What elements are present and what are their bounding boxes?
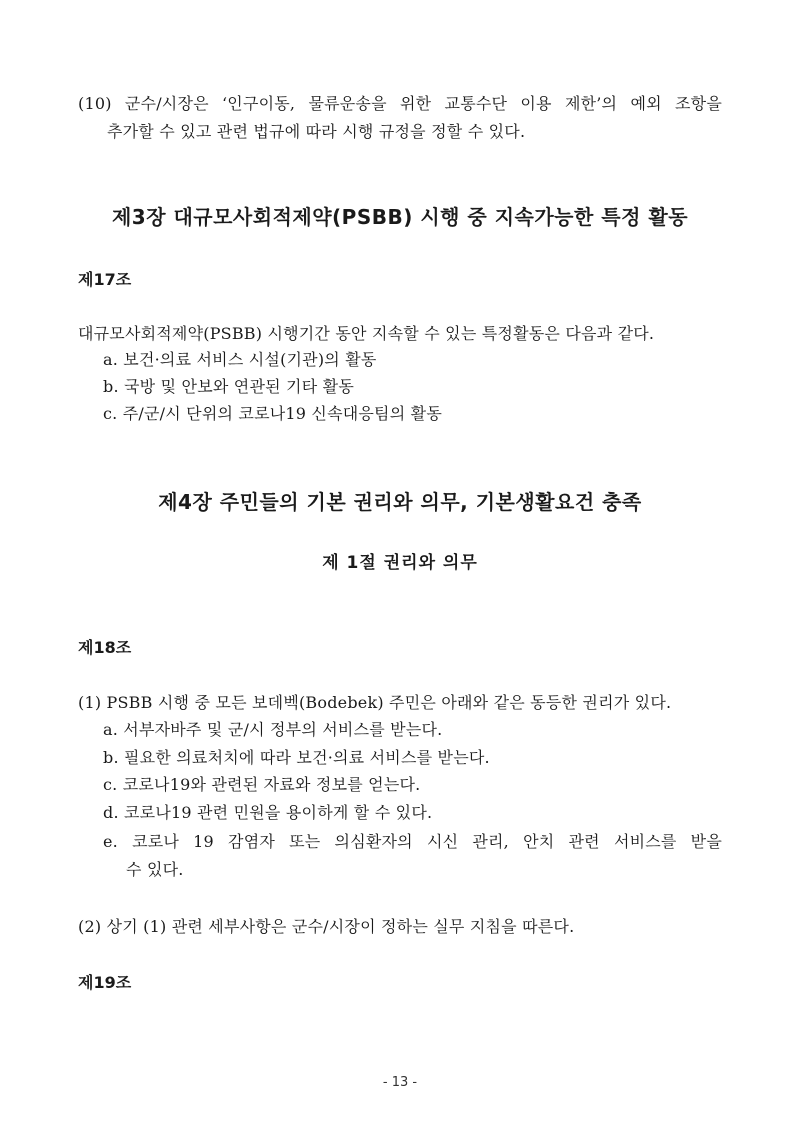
chapter-3-title: 제3장 대규모사회적제약(PSBB) 시행 중 지속가능한 특정 활동 — [111, 205, 689, 229]
article-18-item-e-line-2: 수 있다. — [126, 860, 184, 879]
article-18-item-b: b. 필요한 의료처치에 따라 보건·의료 서비스를 받는다. — [103, 748, 490, 767]
article-17-item-b: b. 국방 및 안보와 연관된 기타 활동 — [103, 377, 354, 396]
article-17-title: 제17조 — [78, 270, 132, 289]
item-10-line-2: 추가할 수 있고 관련 법규에 따라 시행 규정을 정할 수 있다. — [107, 122, 526, 141]
chapter-4-title: 제4장 주민들의 기본 권리와 의무, 기본생활요건 충족 — [158, 490, 642, 514]
article-18-paragraph-2: (2) 상기 (1) 관련 세부사항은 군수/시장이 정하는 실무 지침을 따른다. — [78, 917, 575, 936]
section-1-title: 제 1절 권리와 의무 — [322, 553, 478, 573]
page-number: - 13 - — [382, 1075, 418, 1090]
article-18-title: 제18조 — [78, 638, 132, 657]
article-17-item-a: a. 보건·의료 서비스 시설(기관)의 활동 — [103, 350, 377, 369]
article-18-paragraph-1: (1) PSBB 시행 중 모든 보데벡(Bodebek) 주민은 아래와 같은 동등한 권리가 있다. — [78, 693, 672, 712]
article-18-item-d: d. 코로나19 관련 민원을 용이하게 할 수 있다. — [103, 803, 433, 822]
article-18-item-a: a. 서부자바주 및 군/시 정부의 서비스를 받는다. — [103, 720, 443, 739]
article-19-title: 제19조 — [78, 973, 132, 992]
item-10-line-1: (10) 군수/시장은 ‘인구이동, 물류운송을 위한 교통수단 이용 제한’의 예외 조항을 — [78, 94, 722, 113]
article-17-item-c: c. 주/군/시 단위의 코로나19 신속대응팀의 활동 — [103, 404, 442, 423]
article-18-item-e-line-1: e. 코로나 19 감염자 또는 의심환자의 시신 관리, 안치 관련 서비스를 받을 — [103, 832, 722, 851]
article-17-intro: 대규모사회적제약(PSBB) 시행기간 동안 지속할 수 있는 특정활동은 다음과 같다. — [78, 324, 655, 343]
article-18-item-c: c. 코로나19와 관련된 자료와 정보를 얻는다. — [103, 775, 421, 794]
